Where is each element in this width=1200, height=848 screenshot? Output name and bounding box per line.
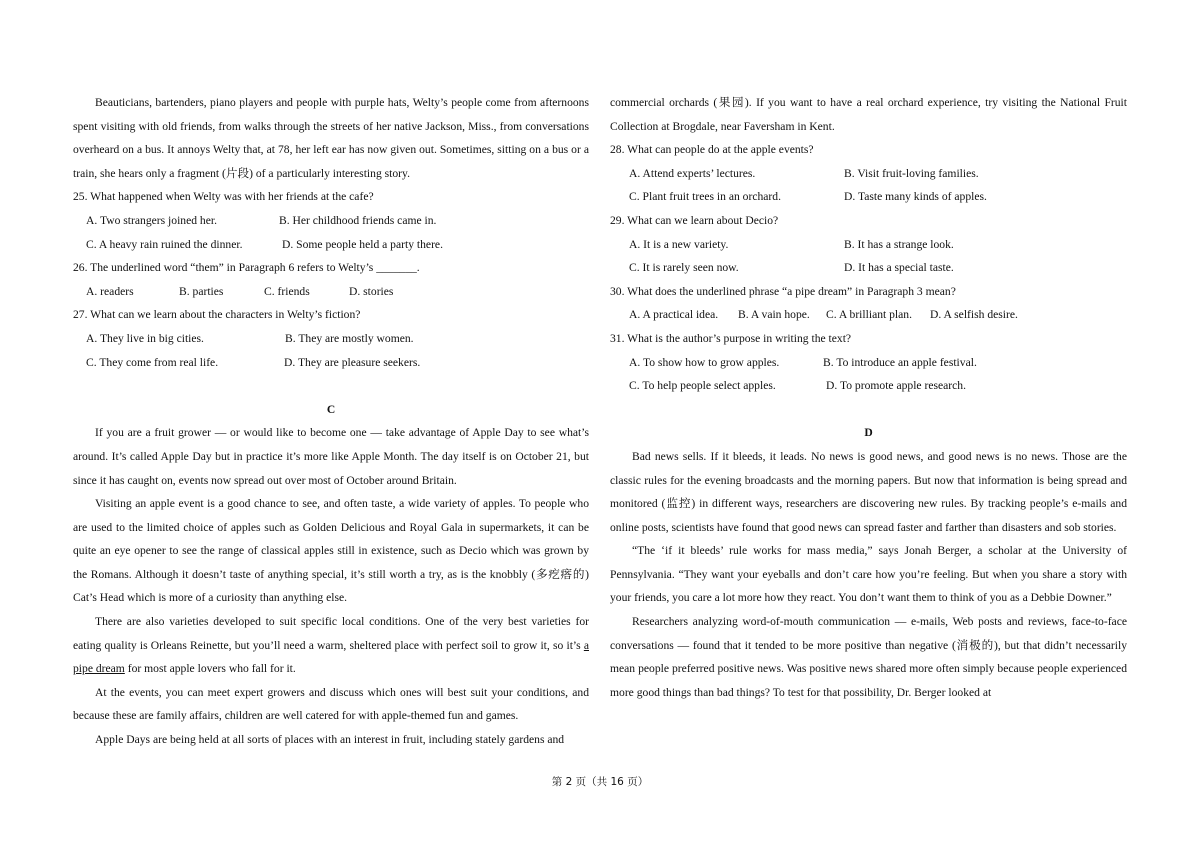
option: C. They come from real life. [86,355,219,369]
passage-b-paragraph: Beauticians, bartenders, piano players and people with purple hats, Welty’s people come from afternoons spent visiting with old friends, from walks through the streets of her native Jackson, Miss., from conversations overheard on a bus. It annoys Welty that, at 78, her left ear has now given out. Sometimes, sitting on a bus or a train, she hears only a fragment (片段) of a particularly interesting story. [73,96,589,180]
question-25-options-row1 [73,209,589,233]
section-c-heading: C [326,402,336,416]
question-30-options [610,303,1127,327]
passage-c-paragraph-1: If you are a fruit grower — or would like to become one — take advantage of Apple Day to see what’s around. It’s called Apple Day but in practice it’s more like Apple Month. The day itself is on October 21, but since it has caught on, events now spread out over most of October around Britain. [73,426,589,487]
passage-d-paragraph-1: Bad news sells. If it bleeds, it leads. No news is good news, and good news is no news. Those are the classic rules for the evening broadcasts and the morning papers. But now that information is being spread and monitored (监控) in different ways, researchers are discovering new rules. By tracking people’s e-mails and online posts, scientists have found that good news can spread faster and farther than disasters and sob stories. [610,449,1127,534]
option: C. To help people select apples. [629,379,776,393]
question-27-options-row2 [73,351,589,375]
question-27: 27. What can we learn about the characters in Welty’s fiction? [73,308,361,322]
option: B. parties [179,284,224,298]
question-28: 28. What can people do at the apple events? [610,143,814,157]
question-25-options-row2 [73,233,589,257]
question-31: 31. What is the author’s purpose in writing the text? [610,331,852,345]
question-30: 30. What does the underlined phrase “a pipe dream” in Paragraph 3 mean? [610,284,956,298]
passage-c-paragraph-3: There are also varieties developed to suit specific local conditions. One of the very best varieties for eating quality is Orleans Reinette, but you’ll need a warm, sheltered place with perfect soil to grow it, so it’s a pipe dream for most apple lovers who fall for it. [73,615,589,676]
question-29: 29. What can we learn about Decio? [610,213,779,227]
question-29-options-row2 [610,256,1127,280]
option: B. Her childhood friends came in. [279,213,437,227]
option: C. friends [264,284,310,298]
option: A. readers [86,284,134,298]
question-27-options-row1 [73,327,589,351]
underlined-phrase: a pipe dream [73,638,589,676]
option: B. It has a strange look. [844,237,954,251]
passage-c-paragraph-5: Apple Days are being held at all sorts of places with an interest in fruit, including stately gardens and [95,733,565,747]
option: D. Some people held a party there. [282,237,443,251]
option: B. A vain hope. [738,308,810,322]
section-d-heading: D [864,426,873,440]
option: A. They live in big cities. [86,331,204,345]
option: D. They are pleasure seekers. [284,355,421,369]
passage-d-paragraph-2: “The ‘if it bleeds’ rule works for mass media,” says Jonah Berger, a scholar at the University of Pennsylvania. “They want your eyeballs and don’t care how you’re feeling. But when you share a story with your friends, you care a lot more how they react. You don’t want them to think of you as a Debbie Downer.” [610,544,1127,605]
passage-d-paragraph-3: Researchers analyzing word-of-mouth communication — e-mails, Web posts and reviews, face-to-face conversations — found that it tended to be more positive than negative (消极的), but that didn’t necessarily mean people preferred positive news. Was positive news shared more often simply because people experienced more good things than bad things? To test for that possibility, Dr. Berger looked at [610,615,1127,699]
option: A. Two strangers joined her. [86,213,217,227]
page-number-footer: 第 2 页（共 16 页） [551,776,649,788]
option: B. Visit fruit-loving families. [844,166,979,180]
question-29-options-row1 [610,233,1127,257]
left-column [73,91,589,752]
option: C. A heavy rain ruined the dinner. [86,237,243,251]
option: D. It has a special taste. [844,261,954,275]
option: A. A practical idea. [629,308,719,322]
passage-c-paragraph-2: Visiting an apple event is a good chance to see, and often taste, a wide variety of apples. To people who are used to the limited choice of apples such as Golden Delicious and Royal Gala in supermarkets, it can be quite an eye opener to see the range of classical apples still in existence, such as Decio which was grown by the Romans. Although it doesn’t taste of anything special, it’s still worth a try, as is the knobbly (多疙瘩的) Cat’s Head which is more of a curiosity than anything else. [73,497,589,605]
question-31-options-row1 [610,351,1127,375]
option: B. They are mostly women. [285,331,414,345]
passage-c-paragraph-5-continued: commercial orchards (果园). If you want to have a real orchard experience, try visiting the National Fruit Collection at Brogdale, near Faversham in Kent. [610,96,1127,133]
question-26-options [73,280,589,304]
option: D. To promote apple research. [826,379,966,393]
option: A. Attend experts’ lectures. [629,166,756,180]
question-28-options-row1 [610,162,1127,186]
right-column [610,91,1127,704]
option: C. Plant fruit trees in an orchard. [629,190,781,204]
question-28-options-row2 [610,185,1127,209]
question-26: 26. The underlined word “them” in Paragraph 6 refers to Welty’s _______. [73,261,420,275]
option: A. It is a new variety. [629,237,729,251]
option: C. It is rarely seen now. [629,261,739,275]
option: D. A selfish desire. [930,308,1018,322]
option: C. A brilliant plan. [826,308,912,322]
option: D. stories [349,284,394,298]
question-31-options-row2 [610,374,1127,398]
passage-c-paragraph-4: At the events, you can meet expert growers and discuss which ones will best suit your conditions, and because these are family affairs, children are well catered for with apple-themed fun and games. [73,685,589,723]
option: A. To show how to grow apples. [629,355,780,369]
option: D. Taste many kinds of apples. [844,190,987,204]
option: B. To introduce an apple festival. [823,355,977,369]
question-25: 25. What happened when Welty was with her friends at the cafe? [73,190,374,204]
